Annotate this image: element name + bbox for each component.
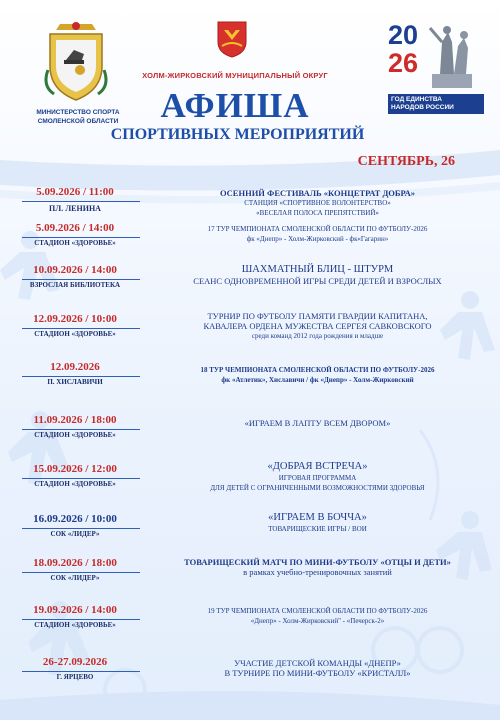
event-place: СОК «ЛИДЕР» <box>50 530 100 538</box>
year-caption <box>388 94 484 114</box>
event-date: 19.09.2026 / 14:00 <box>33 604 117 616</box>
event-place: СОК «ЛИДЕР» <box>50 574 100 582</box>
event-date: 10.09.2026 / 14:00 <box>33 264 117 276</box>
event-line: 17 ТУР ЧЕМПИОНАТА СМОЛЕНСКОЙ ОБЛАСТИ ПО ФУТБОЛУ-2026 <box>207 225 428 233</box>
event-line: «ИГРАЕМ В БОЧЧА» <box>268 512 367 523</box>
header <box>0 0 500 180</box>
divider <box>22 279 140 280</box>
event-date: 5.09.2026 / 11:00 <box>36 186 114 198</box>
event-date: 15.09.2026 / 12:00 <box>33 463 117 475</box>
event-line: «Днепр» - Холм-Жирковский" - «Печерск-2» <box>250 617 385 625</box>
divider <box>22 619 140 620</box>
event-date: 12.09.2026 <box>50 361 100 373</box>
event-line: УЧАСТИЕ ДЕТСКОЙ КОМАНДЫ «ДНЕПР» <box>234 658 401 668</box>
event-description <box>150 557 485 577</box>
event-line: ДЛЯ ДЕТЕЙ С ОГРАНИЧЕННЫМИ ВОЗМОЖНОСТЯМИ ЗДОРОВЬЯ <box>210 484 425 492</box>
event-line: «ИГРАЕМ В ЛАПТУ ВСЕМ ДВОРОМ» <box>244 418 391 428</box>
divider <box>22 237 140 238</box>
event-line: ТУРНИР ПО ФУТБОЛУ ПАМЯТИ ГВАРДИИ КАПИТАНА, <box>207 311 428 321</box>
divider <box>22 429 140 430</box>
event-line: ШАХМАТНЫЙ БЛИЦ - ШТУРМ <box>241 264 394 275</box>
year-caption-line: ГОД ЕДИНСТВА <box>391 96 442 103</box>
divider <box>22 478 140 479</box>
event-description <box>150 224 485 244</box>
event-line: «ДОБРАЯ ВСТРЕЧА» <box>267 461 368 472</box>
event-line: КАВАЛЕРА ОРДЕНА МУЖЕСТВА СЕРГЕЯ САВКОВСКОГО <box>203 321 432 331</box>
event-line: 18 ТУР ЧЕМПИОНАТА СМОЛЕНСКОЙ ОБЛАСТИ ПО ФУТБОЛУ-2026 <box>200 366 435 374</box>
event-line: ТОВАРИЩЕСКИЕ ИГРЫ / ВОИ <box>268 525 367 533</box>
ministry-name: МИНИСТЕРСТВО СПОРТА СМОЛЕНСКОЙ ОБЛАСТИ <box>36 109 120 125</box>
page-title: АФИША <box>160 86 310 125</box>
event-description <box>150 512 485 534</box>
event-description <box>150 606 485 626</box>
event-date: 11.09.2026 / 18:00 <box>33 414 117 426</box>
event-description <box>150 365 485 385</box>
month-label: СЕНТЯБРЬ, 26 <box>357 154 455 169</box>
event-line: 19 ТУР ЧЕМПИОНАТА СМОЛЕНСКОЙ ОБЛАСТИ ПО ФУТБОЛУ-2026 <box>207 607 428 615</box>
event-place: СТАДИОН «ЗДОРОВЬЕ» <box>34 330 116 338</box>
divider <box>22 528 140 529</box>
event-description <box>150 188 485 218</box>
monument-icon <box>422 22 480 92</box>
event-date: 26-27.09.2026 <box>42 656 108 668</box>
event-place: СТАДИОН «ЗДОРОВЬЕ» <box>34 431 116 439</box>
event-line: СТАНЦИЯ «СПОРТИВНОЕ ВОЛОНТЕРСТВО» <box>244 199 391 207</box>
event-description <box>150 264 485 286</box>
event-description <box>150 658 485 678</box>
event-place: Г. ЯРЦЕВО <box>56 673 94 681</box>
event-line: фк «Атлетик», Хиславичи / фк «Днепр» - Холм-Жирковский <box>221 376 414 384</box>
year-bottom-digits: 26 <box>388 48 419 78</box>
event-date: 5.09.2026 / 14:00 <box>35 222 115 234</box>
event-description <box>150 461 485 493</box>
event-line: в рамках учебно-тренировочных занятий <box>243 567 392 577</box>
smolensk-coat-of-arms-icon <box>44 20 108 104</box>
district-name: ХОЛМ-ЖИРКОВСКИЙ МУНИЦИПАЛЬНЫЙ ОКРУГ <box>142 71 328 80</box>
event-line: ИГРОВАЯ ПРОГРАММА <box>278 474 357 482</box>
event-place: ВЗРОСЛАЯ БИБЛИОТЕКА <box>29 281 121 289</box>
event-place: СТАДИОН «ЗДОРОВЬЕ» <box>34 480 116 488</box>
event-line: фк «Днепр» - Холм-Жирковский - фк«Гагарин» <box>246 235 389 243</box>
event-place: ПЛ. ЛЕНИНА <box>49 204 101 213</box>
event-line: ОСЕННИЙ ФЕСТИВАЛЬ «КОНЦЕТРАТ ДОБРА» <box>219 188 416 198</box>
event-line: «ВЕСЕЛАЯ ПОЛОСА ПРЕПЯТСТВИЙ» <box>256 209 379 217</box>
page-subtitle: СПОРТИВНЫХ МЕРОПРИЯТИЙ <box>110 126 365 143</box>
event-line: СЕАНС ОДНОВРЕМЕННОЙ ИГРЫ СРЕДИ ДЕТЕЙ И ВЗРОСЛЫХ <box>193 276 442 286</box>
event-date: 12.09.2026 / 10:00 <box>33 313 117 325</box>
divider <box>22 328 140 329</box>
divider <box>22 201 140 202</box>
year-top-digits: 20 <box>388 20 419 50</box>
event-line: В ТУРНИРЕ ПО МИНИ-ФУТБОЛУ «КРИСТАЛЛ» <box>224 668 411 678</box>
event-description <box>150 311 485 341</box>
year-caption-line: НАРОДОВ РОССИИ <box>391 104 454 111</box>
district-coat-of-arms-icon <box>216 20 248 58</box>
divider <box>22 572 140 573</box>
event-place: СТАДИОН «ЗДОРОВЬЕ» <box>34 621 116 629</box>
event-date: 18.09.2026 / 18:00 <box>33 557 117 569</box>
event-place: СТАДИОН «ЗДОРОВЬЕ» <box>34 239 116 247</box>
divider <box>22 671 140 672</box>
event-line: среди команд 2012 года рождения и младше <box>251 332 384 340</box>
event-line: ТОВАРИЩЕСКИЙ МАТЧ ПО МИНИ-ФУТБОЛУ «ОТЦЫ И ДЕТИ» <box>184 557 451 567</box>
event-date: 16.09.2026 / 10:00 <box>33 513 117 525</box>
event-place: П. ХИСЛАВИЧИ <box>47 378 103 386</box>
event-description <box>150 418 485 428</box>
divider <box>22 376 140 377</box>
